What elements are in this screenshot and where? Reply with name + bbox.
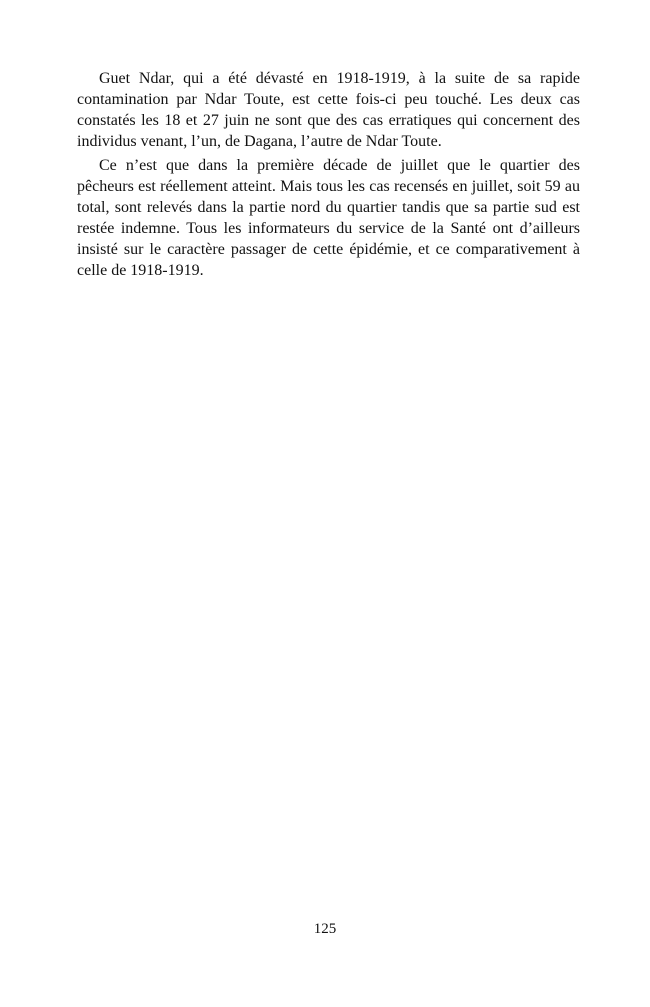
body-text [77, 68, 580, 284]
paragraph-1: Guet Ndar, qui a été dévasté en 1918-1919, à la suite de sa rapide contamination par Ndar Toute, est cette fois-ci peu touché. Les deux cas constatés les 18 et 27 juin ne sont que des cas erratiques qui concernent des individus venant, l’un, de Dagana, l’autre de Ndar Toute. [77, 70, 580, 150]
paragraph-2: Ce n’est que dans la première décade de juillet que le quartier des pêcheurs est réellement atteint. Mais tous les cas recensés en juillet, soit 59 au total, sont relevés dans la partie nord du quartier tandis que sa partie sud est restée indemne. Tous les informateurs du service de la Santé ont d’ailleurs insisté sur le caractère passager de cette épidémie, et ce comparativement à celle de 1918-1919. [77, 157, 580, 279]
page-number: 125 [313, 921, 337, 937]
